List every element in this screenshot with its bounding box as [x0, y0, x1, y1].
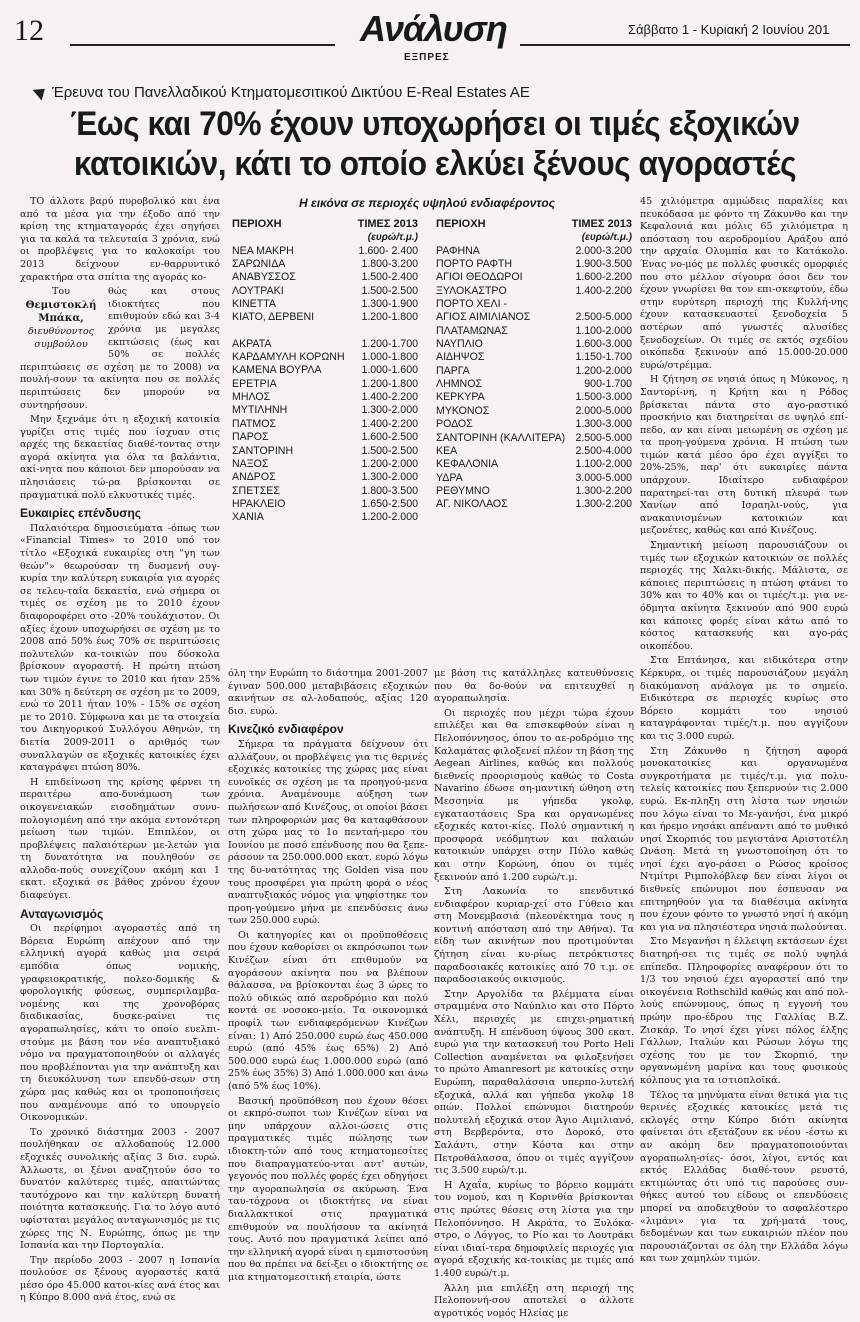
paragraph: Στο Μεγανήσι η έλλειψη εκτάσεων έχει διατηρή-σει τις τιμές σε πολύ υψηλά επίπεδα. Πληροφορίες αναφέρουν ότι το 1/3 του νησιού έχει αγοραστεί από την οικογένεια Rothschild καθώς και από πολ-λούς επώνυμους, όπως η εγγονή του πρώην προ-έδρου της Γαλλίας Β.Ζ. Ζισκάρ. Το νησί έχει γίνει πόλος έλξης Γάλλων, Ιταλών και Ρώσων λόγω της σχέσης του με τον Σκορπιό, την οργανωμένη μαρίνα και τους φυσικούς κόλπους για τα ιστιοπλοϊκά. [640, 936, 848, 1086]
price-range: 1.300-3.000 [575, 418, 632, 431]
price-range: 2.500-5.000 [575, 311, 632, 324]
table-title: Η εικόνα σε περιοχές υψηλού ενδιαφέροντος [298, 196, 556, 210]
area-name: ΚΕΑ [436, 444, 458, 457]
price-range: 1.150-1.700 [575, 351, 632, 364]
table-row [232, 445, 418, 458]
area-name: ΡΕΘΥΜΝΟ [436, 484, 490, 497]
area-name: ΕΡΕΤΡΙΑ [232, 377, 277, 390]
table-row [232, 298, 418, 311]
area-name: ΜΗΛΟΣ [232, 391, 271, 404]
table-group-left-2 [232, 338, 418, 525]
table-row [232, 458, 418, 471]
column-1 [20, 196, 220, 1307]
paragraph: Παλαιότερα δημοσιεύματα -όπως των «Financial Times» το 2010 υπό τον τίτλο «Εξοχικά ευκαιρίες στη "γη των θεών"» θεωρούσαν τη δυσμενή συγ-κυρία την καλύτερη ευκαιρία για αγορές σε τελευ-ταία δεκαετία, ενώ σήμερα οι τιμές σε σχέση με το 2010 έχουν διαφοροφέρει στο -20% τουλάχιστον. Οι αξίες έχουν υποχωρήσει σε σχέση με το 2008 από 50% έως 70% σε περιπτώσεις πολυτελών κα-τοικιών που δύσκολα βρίσκουν αγοραστή. Η πρώτη πτώση των τιμών έγινε το 2010 και ήταν 25% και 30% η δεύτερη σε σχέση με το 2009, ενώ το 2011 ήταν 10% - 15% σε σχέση με το 2010. Σύμφωνα και με τα στοιχεία του Δικηγορικού Συλλόγου Αθηνών, τη διετία 2009-2011 ο αριθμός των συναλλαγών σε εξοχικές κατοικίες έχει καταγράψει πτώση 80%. [20, 522, 220, 774]
table-group-left-1 [232, 245, 418, 325]
area-name: ΚΕΡΚΥΡΑ [436, 391, 485, 404]
author-byline [20, 286, 102, 351]
paragraph: με βάση τις κατάλληλες κατευθύνσεις που θα δο-θούν να επιτευχθεί η αγοραπωλησία. [434, 668, 634, 705]
price-range: 2.500-4.000 [575, 444, 632, 457]
table-row [232, 338, 418, 351]
price-range: 1.300-2.200 [575, 484, 632, 497]
table-row [232, 498, 418, 511]
area-name: ΞΥΛΟΚΑΣΤΡΟ [436, 284, 507, 297]
price-range: 1.600-3.000 [575, 338, 632, 351]
column-header-price: ΤΙΜΕΣ 2013 [571, 218, 632, 230]
table-row [436, 338, 632, 351]
price-range: 1.600- 2.400 [358, 244, 418, 257]
area-name: ΠΟΡΤΟ ΧΕΛΙ - [436, 298, 508, 311]
price-range: 1.600-2.500 [361, 431, 418, 444]
area-name: ΠΑΡΟΣ [232, 431, 269, 444]
paragraph: Άλλη μια επιλέξη στη περιοχή της Πελοποννή-σου αποτελεί ο άλλοτε αγροτικός νομός Ηλείας με [434, 1282, 634, 1319]
price-range: 1.500-3.000 [575, 391, 632, 404]
area-name: ΚΑΡΔΑΜΥΛΗ ΚΟΡΩΝΗ [232, 351, 345, 364]
table-row [436, 432, 632, 445]
article-headline [49, 104, 821, 184]
table-row [232, 431, 418, 444]
author-name: Θεμιστοκλή Μπάκα, [25, 298, 97, 325]
table-header-row [232, 218, 418, 231]
area-name: ΥΔΡΑ [436, 471, 463, 484]
price-range: 1.400-2.200 [575, 284, 632, 297]
price-range: 1.500-2.400 [361, 271, 418, 284]
paragraph: Στα Επτάνησα, και ειδικότερα στην Κέρκυρα, οι τιμές παρουσιάζουν μεγάλη διακύμανση ανάλογα με το σημείο. Ειδικότερα σε περιοχές κυρίως στο Βόρειο κομμάτι του νησιού καταγράφονται τιμές/τ.μ. που αγγίζουν και τις 3.000 ευρώ. [640, 655, 848, 742]
table-row [232, 391, 418, 404]
area-name: ΑΓ. ΝΙΚΟΛΑΟΣ [436, 498, 508, 511]
table-row [436, 285, 632, 298]
area-name: ΑΝΑΒΥΣΣΟΣ [232, 271, 296, 284]
table-row [436, 258, 632, 271]
table-row [436, 405, 632, 418]
author-role: διευθύνοντος συμβούλου [27, 325, 95, 350]
area-name: ΣΑΡΩΝΙΔΑ [232, 258, 286, 271]
area-name: ΣΑΝΤΟΡΙΝΗ (ΚΑΛΛΙΤΕΡΑ) [436, 431, 566, 444]
paragraph: όλη την Ευρώπη το διάστημα 2001-2007 έγιναν 500.000 μεταβιβάσεις εξοχικών ακινήτων σε αλ-λοδαπούς, αξίας 120 δισ. ευρώ. [228, 668, 428, 717]
price-range: 2.500-5.000 [575, 431, 632, 444]
area-name: ΡΟΔΟΣ [436, 418, 473, 431]
table-row [436, 365, 632, 378]
price-range: 1.300-1.900 [361, 298, 418, 311]
column-header-unit: (ευρώ/τ.μ.) [367, 232, 418, 244]
area-name: ΠΑΡΓΑ [436, 364, 470, 377]
table-header-row [436, 218, 632, 231]
area-name: ΑΙΔΗΨΟΣ [436, 351, 485, 364]
area-name: ΚΙΑΤΟ, ΔΕΡΒΕΝΙ [232, 311, 315, 324]
price-range: 2.000-3.200 [575, 244, 632, 257]
table-row [232, 404, 418, 417]
table-row [436, 498, 632, 511]
table-row [436, 472, 632, 485]
price-range: 1.200-1.800 [361, 311, 418, 324]
price-range: 3.000-5.000 [575, 471, 632, 484]
price-range: 1.200-1.700 [361, 337, 418, 350]
headline-line-1: Έως και 70% έχουν υποχωρήσει οι τιμές εξοχικών [70, 105, 800, 143]
area-name: ΝΕΑ ΜΑΚΡΗ [232, 244, 294, 257]
price-range: 1.400-2.200 [361, 391, 418, 404]
table-row [232, 418, 418, 431]
price-range: 2.000-5.000 [575, 404, 632, 417]
area-name: ΣΠΕΤΣΕΣ [232, 484, 280, 497]
paragraph: Βασική προϋπόθεση που έχουν θέσει οι εκπρό-σωποι των Κινέζων είναι να μην υπάρχουν αλλοι-ώσεις στις πραγματικές τιμές πώλησης των ιδιοκτη-τών από τους κτηματομεσίτες που διαπραγματεύο-νται αντ' αυτών, γεγονός που πολλές φορές έχει οδηγήσει την αγοραπωλησία σε ακύρωση. Ένα ταυ-τόχρονα οι ιδιοκτήτες να είναι διαλλακτικοί στις πραγματικά επιθυμούν να πουλήσουν τα ακίνητά τους. Αυτό που πραγματικά λείπει από την ελληνική αγορά είναι η εμπιστοσύνη που θα πρέπει να δεί-ξει ο ιδιοκτήτης σε μια κτηματομεσιτική εταιρία, ώστε [228, 1095, 428, 1283]
headline-line-2: κατοικιών, κάτι το οποίο ελκύει ξένους αγοραστές [73, 145, 797, 183]
column-4 [640, 196, 848, 1268]
table-row [232, 285, 418, 298]
price-range: 1.300-2.000 [361, 404, 418, 417]
area-name: ΑΓΙΟΙ ΘΕΟΔΩΡΟΙ [436, 271, 523, 284]
table-row [436, 325, 632, 338]
table-row [436, 391, 632, 404]
price-range: 1.400-2.200 [361, 417, 418, 430]
area-name: ΝΑΞΟΣ [232, 457, 269, 470]
table-row [232, 378, 418, 391]
kicker-text: Έρευνα του Πανελλαδικού Κτηματομεσιτικού Δικτύου E-Real Estates AE [52, 84, 530, 101]
column-header-area: ΠΕΡΙΟΧΗ [436, 218, 486, 230]
subheading: Ευκαιρίες επένδυσης [20, 506, 142, 521]
price-range: 1.200-2.000 [361, 511, 418, 524]
area-name: ΗΡΑΚΛΕΙΟ [232, 497, 286, 510]
section-title: Ανάλυση [360, 8, 507, 49]
area-name: ΜΥΚΟΝΟΣ [436, 404, 490, 417]
paragraph: Στη Λακωνία το επενδυτικό ενδιαφέρον κυριαρ-χεί στο Γύθειο και στη Μονεμβασιά (πλεονέκτημα τους η κοντινή απόσταση από την Αθήνα). Τα είδη των ακινήτων που προτιμούνται ζήτηση είναι κυ-ρίως πετρόκτιστες παραδοσιακές κατοικίες από 70 τ.μ. σε παραδοσιακούς οικισμούς. [434, 886, 634, 986]
area-name: ΑΝΔΡΟΣ [232, 471, 276, 484]
price-range: 1.200-1.800 [361, 377, 418, 390]
area-name: ΛΟΥΤΡΑΚΙ [232, 284, 284, 297]
page-number: 12 [14, 14, 44, 47]
table-row [232, 245, 418, 258]
area-name: ΣΑΝΤΟΡΙΝΗ [232, 444, 294, 457]
author-prefix: Του [51, 286, 70, 298]
table-row [232, 351, 418, 364]
subheading: Ανταγωνισμός [20, 906, 104, 921]
price-range: 1.300-2.200 [575, 498, 632, 511]
paragraph: θώς και στους ιδιοκτήτες που επιθυμούν εδώ και 3-4 χρόνια με μεγαλες εκπτώσεις (έως και 50% σε πολλές περιπτώσεις σε σχέση με το 2008) να πουλή-σουν τα ακίνητα που σε πολλές περιπτώσεις δεν μπορούν να συντηρήσουν. [20, 286, 220, 411]
table-unit-row [232, 231, 418, 244]
area-name: ΧΑΝΙΑ [232, 511, 264, 524]
area-name: ΚΙΝΕΤΤΑ [232, 298, 276, 311]
table-row [436, 245, 632, 258]
price-range: 1.650-2.500 [361, 497, 418, 510]
price-range: 1.900-3.500 [575, 258, 632, 271]
price-range: 1.000-1.600 [361, 364, 418, 377]
price-range: 1.200-2.000 [575, 364, 632, 377]
table-row [436, 378, 632, 391]
table-group-right-1 [436, 245, 632, 325]
paragraph: Σήμερα τα πράγματα δείχνουν ότι αλλάζουν, οι προβλέψεις για τις θερινές εξοχικές κατοικίες της χώρας μας είναι ευνοϊκές σε σχέση με τα προηγού-μενα χρόνια. Αναμένουμε αύξηση των πωλήσεων από Κινέζους, οι οποίοι βάσει των πληροφοριών μας θα καταφθάσουν στη χώρα μας το 1ο πενταή-μερο του Ιουνίου με ποσό επένδυσης που θα ξεπε-ράσουν τα 250.000.000 εκατ. ευρώ λόγω της δυ-νατότητας της Golden visa που τους προσφέρει για πρώτη φορά ο νέος αναπτυξιακός νόμος για ψηφίστηκε τον προη-γούμενο μήνα με επενδύσεις άνω των 250.000 ευρώ. [228, 738, 428, 927]
table-row [232, 258, 418, 271]
table-row [232, 511, 418, 524]
area-name: ΡΑΦΗΝΑ [436, 244, 480, 257]
pencil-icon [33, 83, 50, 100]
table-row [232, 364, 418, 377]
table-row [232, 471, 418, 484]
table-row [436, 445, 632, 458]
column-3 [434, 668, 634, 1322]
area-name: ΠΑΤΜΟΣ [232, 417, 277, 430]
area-name: ΠΛΑΤΑΜΩΝΑΣ [436, 324, 508, 337]
area-name: ΚΑΜΕΝΑ ΒΟΥΡΛΑ [232, 364, 322, 377]
paragraph: Στην Αργολίδα τα βλέμματα είναι στραμμένα στο Ναύπλιο και στο Πόρτο Χέλι, περιοχές με επιχει-ρηματική ανάπτυξη. Η επένδυση ύψους 300 εκατ. ευρώ για την κατασκευή του Porto Heli Collection αναμένεται να φιλοξενήσει το πρώτο Amanresort με κατοικίες στην Ευρώπη, παραθαλάσσια υπερπο-λυτελή εξοχικά, αλλά και γήπεδα γκολφ 18 οπών. Πολλοί επώνυμοι διατηρούν πολυτελή εξοχικά στον Άγιο Αιμιλιανό, στη Βερβερόντα, στο Δοροκό, στο Σαλάντι, στην Κόστα και στην Πετροθάλασσα, όπου οι τιμές αγγίζουν τις 3.500 ευρώ/τ.μ. [434, 988, 634, 1177]
table-row [232, 311, 418, 324]
price-range: 1.800-3.200 [361, 258, 418, 271]
price-range: 1.500-2.500 [361, 444, 418, 457]
paragraph: Σημαντική μείωση παρουσιάζουν οι τιμές των εξοχικών κατοικιών σε πολλές περιοχές της Χαλκι-δικής. Μάλιστα, σε κάποιες περιπτώσεις η πτώση φτάνει το 30% και το 40% και οι τιμές/τ.μ. για νε-όδμητα ακίνητα ξεκινούν από 900 ευρώ και κάποιες φορές είναι κάτω από το κόστος κατασκευής και αγο-ράς οικοπέδου. [640, 540, 848, 652]
price-range: 1.300-2.000 [361, 471, 418, 484]
price-range: 1.600-2.200 [575, 271, 632, 284]
column-header-price: ΤΙΜΕΣ 2013 [357, 218, 418, 230]
area-name: ΜΥΤΙΛΗΝΗ [232, 404, 288, 417]
issue-date: Σάββατο 1 - Κυριακή 2 Ιουνίου 201 [628, 22, 830, 37]
price-range: 1.500-2.500 [361, 284, 418, 297]
paragraph: ΤΟ άλλοτε βαρύ πυροβολικό και ένα από τα μέσα για την έξοδο από την κρίση της κτηματαγοράς έχει σηγήσει για τα καλά τα τελευταία 3 χρόνια, ενώ οι προβλέψεις για το καλοκαίρι του 2013 δείχνουν εν-θαρρυντικό χαρακτήρα στα σπίτια της αγοράς κο- [20, 196, 220, 283]
header-rule-right [520, 44, 850, 46]
paragraph: Οι κατηγορίες και οι προϋποθέσεις που έχουν καθορίσει οι εκπρόσωποι των Κινέζων είναι ότι επιθυμούν να αγοράσουν ακίνητα που να βλέπουν θάλασσα, να βρίσκονται έως 3 ώρες το πολύ οδικώς από αεροδρόμιο και πολύ κοντά σε νοσοκο-μείο. Τα οικονομικά προφίλ των ενδιαφερόμενων Κινέζων είναι: 1) Από 250.000 ευρώ έως 450.000 ευρώ (από 45% έως 65%) 2) Από 500.000 ευρώ έως 1.000.000 ευρώ (από 25% έως 35%) 3) Από 1.000.000 και άνω (από 5% έως 10%). [228, 929, 428, 1092]
table-unit-row [436, 231, 632, 244]
price-range: 1.100-2.000 [575, 458, 632, 471]
table-group-right-2 [436, 325, 632, 512]
header-rule-left [70, 44, 335, 46]
paragraph: Η Αχαΐα, κυρίως το βόρειο κομμάτι του νομού, και η Κορινθία βρίσκονται στις πρώτες θέσεις στη λίστα για την Πελοπόννησο. Η Ακράτα, το Ξυλόκα-στρο, ο Λόγγος, το Ρίο και το Λουτράκι είναι ιδιαί-τερα δημοφιλείς περιοχές για αγορά εξοχικής κα-τοικίας με τιμές από 1.400 ευρώ/τ.μ. [434, 1179, 634, 1279]
area-name: ΑΓΙΟΣ ΑΙΜΙΛΙΑΝΟΣ [436, 311, 531, 324]
paragraph: 45 χιλιόμετρα αμμώδεις παραλίες και πευκόδασα με φόντο τη Ζάκυνθο και την Κεφαλονιά και μόλις 65 χιλιόμετρα η απόσταση του αεροδρομίου Αράξου από την αρχαία Ολυμπία και το Κατάκολο. Ένας νο-μός με πολλές φυσικές ομορφιές που στο μέλλον σίγουρα όσοι δεν τον έχουν γνωρίσει θα τον επι-σκεφτούν, έδω στην ευρύτερη περιοχή της Κυλλή-νης έχουν κατασκευαστεί ξενοδοχεία 5 αστέρων από γνωστές αλυσίδες ξενοδοχείων. Οι τιμές σε εκτός σχεδίου οικόπεδα ξεκινούν από 15.000-20.000 ευρώ/στρέμμα. [640, 196, 848, 371]
price-range: 1.200-2.000 [361, 457, 418, 470]
column-header-area: ΠΕΡΙΟΧΗ [232, 218, 282, 230]
table-row [436, 351, 632, 364]
table-row [436, 271, 632, 284]
paragraph: Οι περιοχές που μέχρι τώρα έχουν επιλέξει και θα επισκεφθούν είναι η Πελοπόννησος, όπου το αε-ροδρόμιο της Καλαμάτας φιλοξενεί πλέον τη βάση της Aegean Airlines, καθώς και πολλούς διεθνείς προορισμούς καθώς το Costa Navarino έδωσε ση-μαντική ώθηση στη Μεσσηνία με γήπεδα γκολφ, εγκαταστάσεις Spa και οργανωμένες εξοχικές κατοι-κίες. Πολύ σημαντική η προσφορά νεόδμητων και παλαιών κατοικιών υπάρχει στην Πύλο καθώς και στην Κορώνη, όπου οι τιμές ξεκινούν από 1.200 ευρώ/τ.μ. [434, 707, 634, 883]
table-row [436, 311, 632, 324]
table-row [436, 458, 632, 471]
price-table-left [232, 218, 418, 525]
paragraph: Η ζήτηση σε νησιά όπως η Μύκονος, η Σαντορί-νη, η Κρήτη και η Ρόδος βρίσκεται πάντα στο αγο-ραστικό προσκήνιο και διατηρείται σε υψηλό επί-πεδο, αν και είναι μειωμένη σε σχέση με τα προη-γούμενα χρόνια. Η πτώση των τιμών κατά μέσο όρο έχει αγγίξει το 20%-25%, παρ' ότι ευκαιρίες πάντα υπάρχουν. Ιδιαίτερο ενδιαφέρον παρατηρεί-ται στη δυτική πλευρά των Χανίων από Ισραηλι-νούς, για ανακαινισμένων κατοικιών και μεζονέτες, καθώς και από Κινέζους. [640, 374, 848, 537]
price-range: 1.000-1.800 [361, 351, 418, 364]
table-row [436, 298, 632, 311]
paragraph: Μην ξεχνάμε ότι η εξοχική κατοικία γυρίζει στις τιμές που ίσχυαν στις αρχές της δεκαετίας διαθέ-τοντας στην αγορά ακίνητα για όλα τα βαλάντια, ακί-νητα που κάποιοι δεν μπορούσαν να πλησιάσεις τώ-ρα βρίσκονται σε πραγματικά πολύ ελκυστικές τιμές. [20, 414, 220, 501]
column-header-unit: (ευρώ/τ.μ.) [581, 232, 632, 244]
area-name: ΛΗΜΝΟΣ [436, 378, 482, 391]
subheading: Κινεζικό ενδιαφέρον [228, 722, 344, 737]
price-range: 900-1.700 [584, 378, 632, 391]
price-table-right [436, 218, 632, 512]
paragraph: Τέλος τα μηνύματα είναι θετικά για τις θερινές εξοχικές κατοικίες μετά τις εκλογές στην Κύπρο διότι ακίνητα φαίνεται ότι εξετάζουν εκ νέου -έστω κι αν ακόμη δεν πραγματοποιούνται αγοραπωλη-σίες- όσοι, λίγοι, εντός και εκτός Ελλάδας διαθέ-τουν ρευστό, εκτιμώντας ότι υπό τις παρούσες συν-θήκες αυτού του είδους οι επενδύσεις μπορεί να αποδειχθούν το ασφαλέστερο «λιμάνι» για τα χρή-ματά τους, δεδομένων και των ευκαιριών πλέον που παρουσιάζονται σε όλη την Ελλάδα λόγω και των χαμηλών τιμών. [640, 1089, 848, 1265]
table-row [232, 485, 418, 498]
newspaper-brand: ΕΞΠΡΕΣ [404, 52, 450, 63]
price-range: 1.100-2.000 [575, 324, 632, 337]
paragraph: Στη Ζάκυνθο η ζήτηση αφορά μονοκατοικίες και οργανωμένα συγκροτήματα με τιμές/τ.μ. για πολυ-τελείς κατοικίες που ξεπερνούν τις 2.000 ευρώ. Εκ-πληξη στη λίστα των νησιών που λόγω είναι το Με-γανήσι, ένα μικρό και ήρεμο νησάκι απέναντι από το μυθικό νησί Σκορπιός του μεγιστάνα Αριστοτέλη Ωνάση. Μετά τη γνωστοποίηση ότι το νησί έχει αγο-ράσει ο Ρώσος κροίσος Ντμίτρι Ριμπολόβλεφ δεν είναι λίγοι οι διεθνείς επώνυμοι που έσπευσαν να επιτηρηθούν για τα διαθέσιμα ακίνητα που έχουν φόντο το γνωστό νησί ή ακόμη και για να πλησιέστερα νησιά πωλούνται. [640, 745, 848, 933]
table-row [436, 418, 632, 431]
area-name: ΑΚΡΑΤΑ [232, 337, 272, 350]
price-range: 1.800-3.500 [361, 484, 418, 497]
page-header [0, 0, 860, 68]
paragraph: Τo χρονικό διάστημα 2003 - 2007 πουλήθηκαν σε αλλοδαπούς 12.000 εξοχικές συνολικής αξίας 3 δισ. ευρώ. Άλλωστε, οι ξένοι αναζητούν όσο το δυνατόν καλύτερες τιμές, απαιτώντας ταυτόχρονο και την καλύτερη δυνατή ποιότητα κατασκευής. Για το λόγο αυτό υφίσταται μεγάλος ανταγωνισμός με τις χώρες της Ν. Ευρώπης, όπως με την Ισπανία και την Πορτογαλία. [20, 1126, 220, 1252]
area-name: ΚΕΦΑΛΟΝΙΑ [436, 458, 499, 471]
table-row [436, 485, 632, 498]
paragraph: Την περίοδο 2003 - 2007 η Ισπανία πουλούσε σε ξένους αγοραστές κατά μέσο όρο 45.000 κατοι-κίες ανά έτος και η Κύπρο 8.000 ανά έτος, ενώ σε [20, 1254, 220, 1304]
article-kicker [36, 84, 530, 101]
paragraph: Οι περίφημοι αγοραστές από τη Βόρεια Ευρώπη απέχουν από την ελληνική αγορά καθώς μια σειρά εμπόδια όπως νομικής, γραφειοκρατικής, πολεο-δομικής & φορολογικής φύσεως, συμπεριλαμβα-νομένης και της χρονοβόρας διαδικασίας, δυσκε-ραίνει τις αγοραπωλησίες, κάτι το οποίο ευελπι-στούμε με βάση τον νέο αναπτυξιακό νόμο να πραγματοποιηθούν οι αλλαγές που προβλέπονται για την ανάπτυξη και τη διευκόλυνση των επενδύ-σεων στη χώρα μας καθώς και οι τροποποιήσεις που αναμένουμε από το υπουργείο Οικονομικών. [20, 923, 220, 1124]
area-name: ΠΟΡΤΟ ΡΑΦΤΗ [436, 258, 513, 271]
column-2 [228, 668, 428, 1287]
paragraph: Η επιδείνωση της κρίσης φέρνει τη περαιτέρω απο-δυνάμωση των οικογενειακών εισοδημάτων συνυ-πολογισμένη από την ακόμα εντονότερη μείωση των τιμών. Επιπλέον, οι προβλέψεις παλαιότερων με-λετών για τη δυνατότητα να πουληθούν σε αλλοδα-πούς συνεχίζουν ακόμη και 1 εκατ. εξοχικά σε βάθος χρόνου έχουν διαφεύγει. [20, 776, 220, 902]
area-name: ΝΑΥΠΛΙΟ [436, 338, 483, 351]
table-row [232, 271, 418, 284]
